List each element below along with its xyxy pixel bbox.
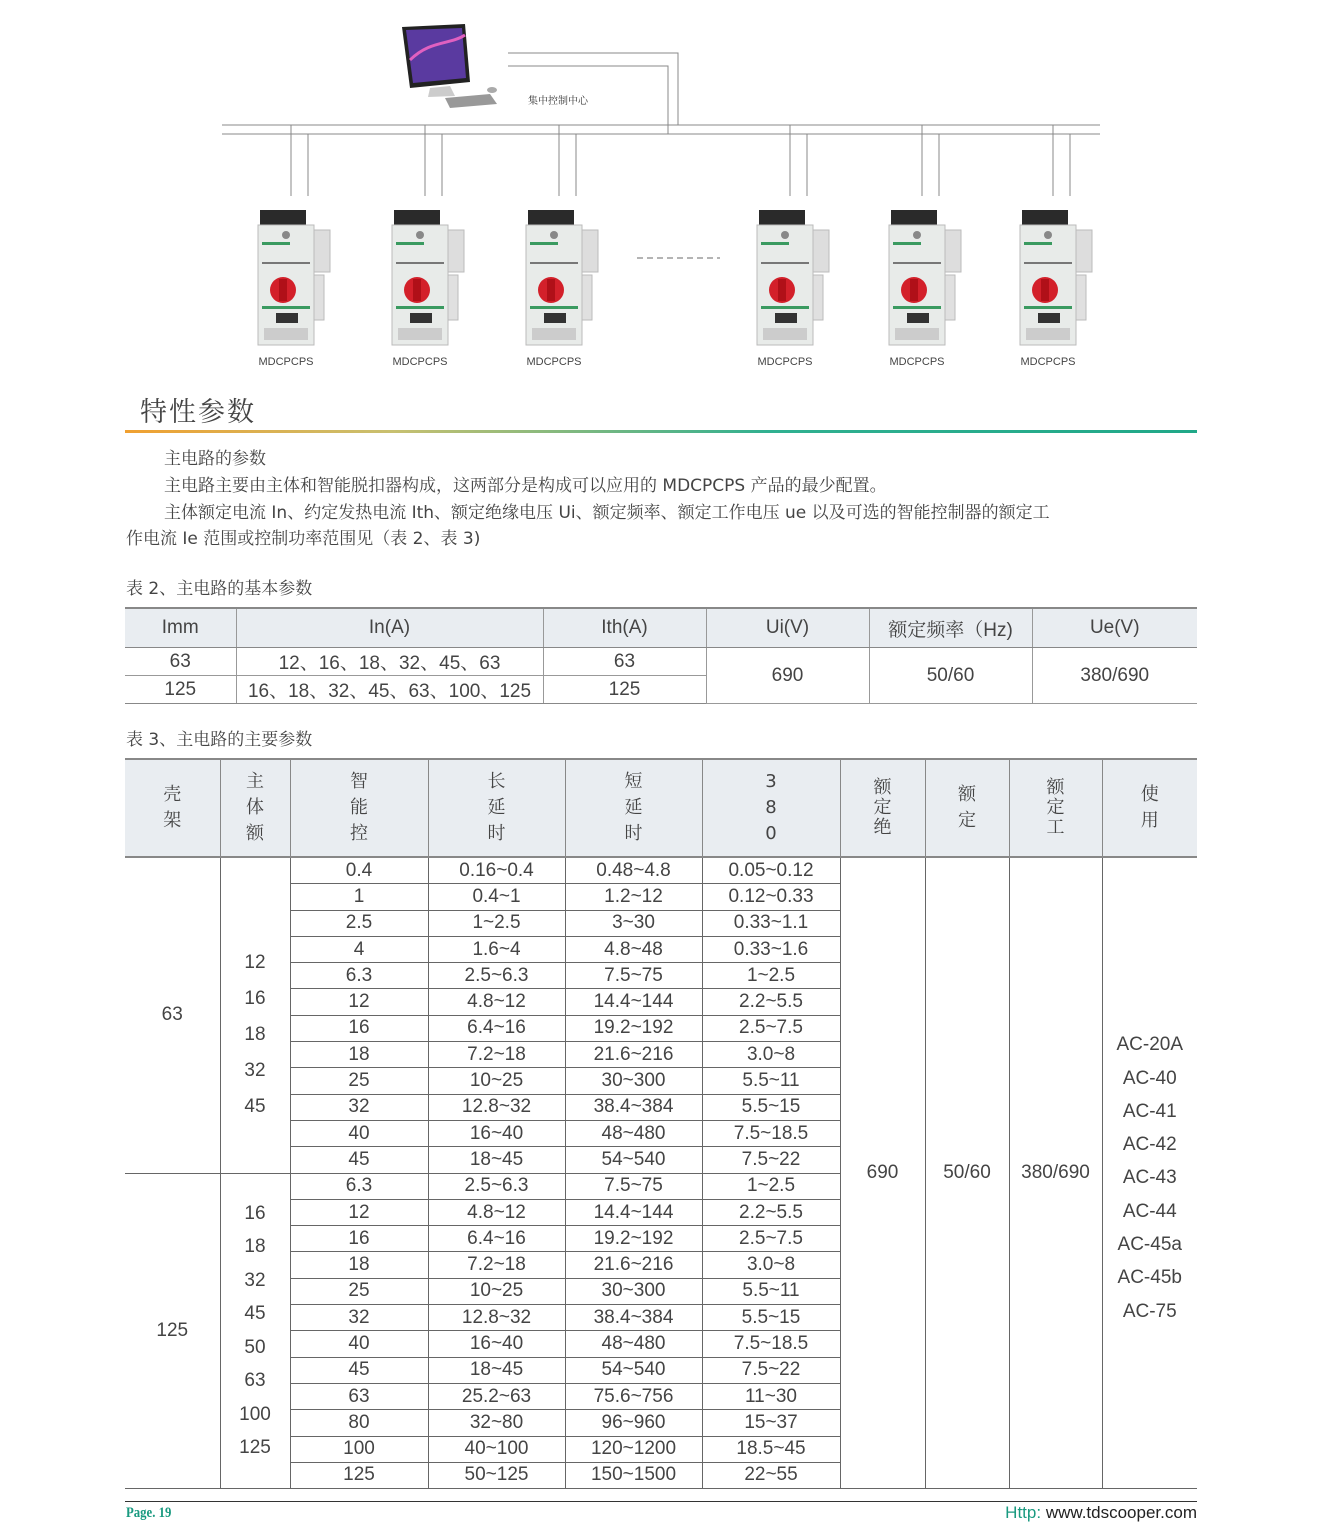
t3-header-line: 时 [624, 823, 643, 844]
t3-cell: 22~55 [702, 1462, 840, 1488]
t3-cell: 21.6~216 [565, 1042, 702, 1068]
section-divider [125, 430, 1197, 433]
in-value: 32 [244, 1060, 266, 1082]
device-label: MDCPCPS [1020, 356, 1076, 368]
table2 [125, 607, 1197, 704]
t3-cell: 18~45 [428, 1147, 565, 1173]
t3-cell: 10~25 [428, 1278, 565, 1304]
t2-header: Ue(V) [1032, 608, 1197, 648]
t3-freq: 50/60 [925, 857, 1009, 1489]
t3-cell: 25 [290, 1068, 428, 1094]
t3-cell: 12 [290, 989, 428, 1015]
t3-cell: 48~480 [565, 1331, 702, 1357]
t2-cell: 16、18、32、45、63、100、125 [236, 676, 543, 704]
t3-cell: 0.33~1.6 [702, 936, 840, 962]
t3-header-line: 8 [765, 797, 777, 818]
in-value: 16 [244, 1202, 266, 1224]
usage-category: AC-20A [1116, 1034, 1184, 1056]
t3-header-line: 0 [765, 823, 777, 844]
t3-header-line: 主 [246, 771, 264, 792]
device-label: MDCPCPS [757, 356, 813, 368]
circuit-breaker-device [526, 210, 598, 345]
usage-category: AC-43 [1122, 1167, 1177, 1189]
t3-cell: 4.8~12 [428, 1199, 565, 1225]
t3-cell: 30~300 [565, 1278, 702, 1304]
para-2b: 作电流 Ie 范围或控制功率范围见（表 2、表 3) [126, 529, 481, 549]
device-label: MDCPCPS [258, 356, 314, 368]
usage-category: AC-40 [1122, 1067, 1177, 1089]
t3-cell: 7.2~18 [428, 1042, 565, 1068]
t3-cell: 16~40 [428, 1331, 565, 1357]
t3-cell: 7.2~18 [428, 1252, 565, 1278]
t3-cell: 7.5~75 [565, 963, 702, 989]
t3-cell: 2.5~7.5 [702, 1015, 840, 1041]
t3-header [925, 759, 1009, 857]
usage-category: AC-42 [1122, 1134, 1177, 1156]
t3-cell: 1~2.5 [702, 1173, 840, 1199]
t3-header [565, 759, 702, 857]
t3-header [428, 759, 565, 857]
t3-cell: 19.2~192 [565, 1226, 702, 1252]
section-title: 特性参数 [140, 397, 256, 428]
t3-cell: 18.5~45 [702, 1436, 840, 1462]
computer-icon [402, 24, 497, 108]
t3-cell: 18~45 [428, 1357, 565, 1383]
t3-cell: 3~30 [565, 910, 702, 936]
t3-cell: 63 [290, 1383, 428, 1409]
t3-cell: 10~25 [428, 1068, 565, 1094]
t3-header [1009, 759, 1102, 857]
t3-cell: 25.2~63 [428, 1383, 565, 1409]
t3-cell: 14.4~144 [565, 989, 702, 1015]
in-value: 12 [244, 952, 266, 974]
t3-cell: 2.5 [290, 910, 428, 936]
t3-cell: 12 [290, 1199, 428, 1225]
website-url: www.tdscooper.com [1045, 1503, 1197, 1522]
t3-cell: 1~2.5 [428, 910, 565, 936]
t2-freq: 50/60 [869, 648, 1032, 704]
device-label: MDCPCPS [392, 356, 448, 368]
table2-caption: 表 2、主电路的基本参数 [126, 579, 313, 599]
t3-cell: 15~37 [702, 1410, 840, 1436]
rated-current-list [220, 1173, 290, 1489]
website [1005, 1503, 1197, 1523]
t3-cell: 7.5~22 [702, 1357, 840, 1383]
circuit-breaker-device [889, 210, 961, 345]
t3-header-line: 用 [1140, 810, 1159, 831]
t3-cell: 120~1200 [565, 1436, 702, 1462]
circuit-breaker-device [392, 210, 464, 345]
t2-header: 额定频率（Hz) [869, 608, 1032, 648]
t3-cell: 48~480 [565, 1120, 702, 1146]
t3-header-line: 使 [1140, 784, 1159, 805]
t3-cell: 80 [290, 1410, 428, 1436]
t3-header-line: 3 [765, 771, 777, 792]
t2-header: Imm [125, 608, 236, 648]
t3-cell: 5.5~15 [702, 1094, 840, 1120]
table-row [125, 857, 1197, 884]
t3-cell: 1.6~4 [428, 936, 565, 962]
in-value: 125 [239, 1437, 271, 1459]
t3-cell: 32 [290, 1305, 428, 1331]
t3-cell: 25 [290, 1278, 428, 1304]
t3-cell: 54~540 [565, 1357, 702, 1383]
para-heading: 主电路的参数 [164, 449, 266, 469]
t3-cell: 0.05~0.12 [702, 857, 840, 884]
t3-cell: 3.0~8 [702, 1042, 840, 1068]
t3-cell: 18 [290, 1252, 428, 1278]
circuit-breaker-device [258, 210, 330, 345]
t3-header-line: 额 [873, 777, 892, 798]
t2-header: Ui(V) [706, 608, 869, 648]
usage-categories [1102, 857, 1197, 1489]
rated-current-list [220, 857, 290, 1173]
t3-cell: 40~100 [428, 1436, 565, 1462]
t3-cell: 96~960 [565, 1410, 702, 1436]
t3-header [290, 759, 428, 857]
t2-cell: 125 [125, 676, 236, 704]
t3-cell: 3.0~8 [702, 1252, 840, 1278]
t3-cell: 2.5~6.3 [428, 963, 565, 989]
t3-cell: 0.16~0.4 [428, 857, 565, 884]
t3-cell: 16 [290, 1015, 428, 1041]
t3-cell: 0.48~4.8 [565, 857, 702, 884]
t3-header [840, 759, 925, 857]
t3-cell: 6.3 [290, 1173, 428, 1199]
t3-cell: 7.5~22 [702, 1147, 840, 1173]
frame-current: 63 [125, 857, 220, 1173]
t3-cell: 1.2~12 [565, 884, 702, 910]
t3-cell: 0.12~0.33 [702, 884, 840, 910]
t3-cell: 12.8~32 [428, 1305, 565, 1331]
t3-header-line: 额 [1046, 777, 1065, 798]
t3-header [702, 759, 840, 857]
t3-cell: 5.5~11 [702, 1278, 840, 1304]
t3-cell: 14.4~144 [565, 1199, 702, 1225]
t3-cell: 1 [290, 884, 428, 910]
t3-cell: 4.8~48 [565, 936, 702, 962]
in-value: 16 [244, 988, 266, 1010]
t3-cell: 45 [290, 1147, 428, 1173]
t3-ue: 380/690 [1009, 857, 1102, 1489]
footer-divider [125, 1501, 1197, 1502]
t3-cell: 100 [290, 1436, 428, 1462]
control-center-label: 集中控制中心 [528, 96, 588, 107]
usage-category: AC-75 [1122, 1300, 1177, 1322]
t3-cell: 11~30 [702, 1383, 840, 1409]
t3-cell: 2.5~7.5 [702, 1226, 840, 1252]
device-label: MDCPCPS [526, 356, 582, 368]
t3-ui: 690 [840, 857, 925, 1489]
in-value: 32 [244, 1269, 266, 1291]
t3-cell: 4.8~12 [428, 989, 565, 1015]
t3-cell: 125 [290, 1462, 428, 1488]
frame-current: 125 [125, 1173, 220, 1489]
page-number: Page. 19 [126, 1505, 172, 1521]
t3-header [220, 759, 290, 857]
t3-cell: 16~40 [428, 1120, 565, 1146]
in-value: 18 [244, 1236, 266, 1258]
t3-cell: 2.2~5.5 [702, 1199, 840, 1225]
t3-cell: 6.4~16 [428, 1015, 565, 1041]
t3-cell: 32~80 [428, 1410, 565, 1436]
t3-header-line: 延 [624, 797, 643, 818]
t3-header [125, 759, 220, 857]
usage-category: AC-45b [1117, 1267, 1182, 1289]
t3-cell: 45 [290, 1357, 428, 1383]
t2-ue: 380/690 [1032, 648, 1197, 704]
t3-cell: 18 [290, 1042, 428, 1068]
t3-header-line: 壳 [163, 784, 182, 805]
t3-header-line: 绝 [873, 817, 892, 838]
t2-ui: 690 [706, 648, 869, 704]
t3-header-line: 定 [873, 797, 892, 818]
http-label: Http: [1005, 1503, 1042, 1522]
t3-header-line: 时 [487, 823, 506, 844]
para-2a: 主体额定电流 In、约定发热电流 Ith、额定绝缘电压 Ui、额定频率、额定工作电压 ue 以及可选的智能控制器的额定工 [164, 503, 1050, 523]
t3-cell: 38.4~384 [565, 1094, 702, 1120]
t3-header-line: 智 [350, 771, 368, 792]
t2-cell: 12、16、18、32、45、63 [236, 648, 543, 676]
t3-cell: 21.6~216 [565, 1252, 702, 1278]
t3-header-line: 能 [350, 797, 368, 818]
t3-cell: 5.5~11 [702, 1068, 840, 1094]
t3-cell: 5.5~15 [702, 1305, 840, 1331]
t3-cell: 0.4~1 [428, 884, 565, 910]
t3-cell: 1~2.5 [702, 963, 840, 989]
usage-category: AC-41 [1122, 1100, 1177, 1122]
circuit-breaker-device [1020, 210, 1092, 345]
t3-header-line: 延 [487, 797, 506, 818]
t3-cell: 40 [290, 1331, 428, 1357]
t3-cell: 19.2~192 [565, 1015, 702, 1041]
t3-header-line: 额 [958, 784, 976, 805]
t3-cell: 12.8~32 [428, 1094, 565, 1120]
t3-header-line: 工 [1046, 817, 1065, 838]
t3-header-line: 长 [487, 771, 506, 792]
table-row [125, 648, 1197, 676]
in-value: 63 [244, 1370, 266, 1392]
t3-header [1102, 759, 1197, 857]
t3-cell: 150~1500 [565, 1462, 702, 1488]
t3-cell: 4 [290, 936, 428, 962]
table3-caption: 表 3、主电路的主要参数 [126, 730, 313, 750]
circuit-breaker-device [757, 210, 829, 345]
t3-header-line: 定 [958, 810, 976, 831]
table3 [125, 758, 1197, 1489]
t3-cell: 2.2~5.5 [702, 989, 840, 1015]
usage-category: AC-44 [1122, 1200, 1177, 1222]
t3-header-line: 体 [246, 797, 264, 818]
t2-cell: 63 [543, 648, 706, 676]
t3-cell: 0.33~1.1 [702, 910, 840, 936]
t3-cell: 38.4~384 [565, 1305, 702, 1331]
t3-cell: 75.6~756 [565, 1383, 702, 1409]
t3-header-line: 控 [350, 823, 368, 844]
t2-header: Ith(A) [543, 608, 706, 648]
in-value: 45 [244, 1303, 266, 1325]
in-value: 100 [239, 1403, 271, 1425]
t3-cell: 2.5~6.3 [428, 1173, 565, 1199]
t3-cell: 6.4~16 [428, 1226, 565, 1252]
t3-header-line: 额 [246, 823, 264, 844]
t2-header: In(A) [236, 608, 543, 648]
in-value: 50 [244, 1336, 266, 1358]
t3-cell: 32 [290, 1094, 428, 1120]
t3-cell: 50~125 [428, 1462, 565, 1488]
t3-cell: 16 [290, 1226, 428, 1252]
t3-cell: 0.4 [290, 857, 428, 884]
t2-cell: 63 [125, 648, 236, 676]
t3-cell: 40 [290, 1120, 428, 1146]
para-1: 主电路主要由主体和智能脱扣器构成，这两部分是构成可以应用的 MDCPCPS 产品的最少配置。 [164, 476, 887, 496]
t3-cell: 7.5~18.5 [702, 1331, 840, 1357]
t2-cell: 125 [543, 676, 706, 704]
t3-header-line: 架 [163, 810, 182, 831]
device-label: MDCPCPS [889, 356, 945, 368]
t3-cell: 7.5~18.5 [702, 1120, 840, 1146]
in-value: 18 [244, 1024, 266, 1046]
t3-cell: 7.5~75 [565, 1173, 702, 1199]
usage-category: AC-45a [1117, 1234, 1182, 1255]
t3-header-line: 定 [1046, 797, 1065, 818]
in-value: 45 [244, 1096, 266, 1118]
t3-header-line: 短 [624, 771, 643, 792]
t3-cell: 30~300 [565, 1068, 702, 1094]
network-diagram [0, 0, 1323, 380]
t3-cell: 6.3 [290, 963, 428, 989]
t3-cell: 54~540 [565, 1147, 702, 1173]
